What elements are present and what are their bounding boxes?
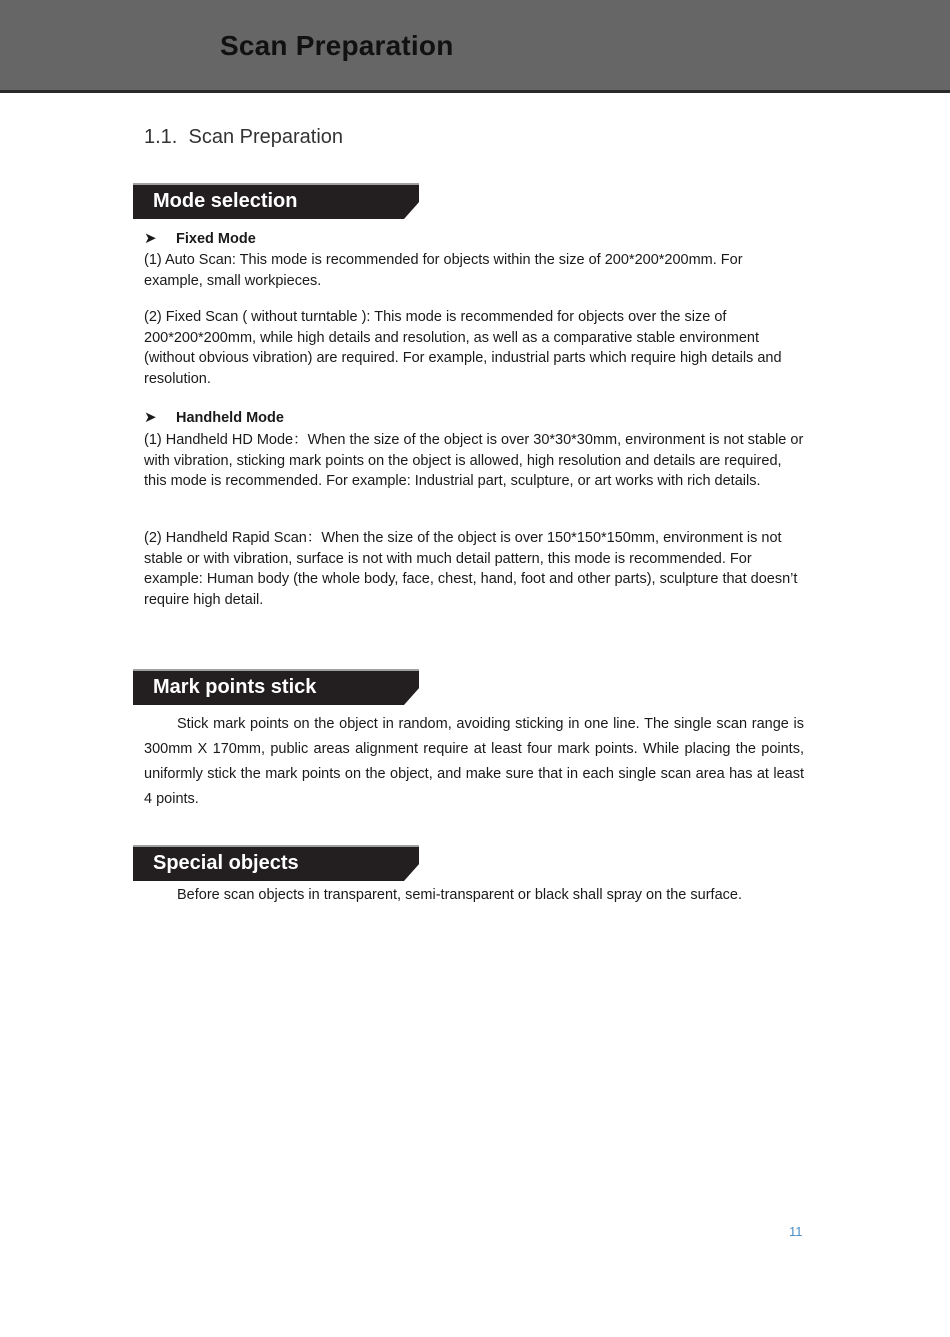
fixed-mode-paragraph-1 xyxy=(144,250,804,291)
paragraph-text: (2) Handheld Rapid Scan：When the size of the object is over 150*150*150mm, environment is not stable or with vibration, surface is not with much detail pattern, this mode is recommended. For example: Human body (the whole body, face, chest, hand, foot and other parts), sculpture that doesn’t require high detail. xyxy=(144,530,798,608)
arrow-bullet-icon: ➤ xyxy=(144,230,157,247)
fixed-mode-paragraph-2 xyxy=(144,307,804,389)
banner-label: Special objects xyxy=(153,852,299,874)
paragraph-text: (1) Handheld HD Mode：When the size of the object is over 30*30*30mm, environment is not stable or with vibration, sticking mark points on the object is allowed, high resolution and details are required, this mode is recommended. For example: Industrial part, sculpture, or art works with rich details. xyxy=(144,432,804,490)
banner-mark-points xyxy=(133,669,419,705)
paragraph-text: Stick mark points on the object in random, avoiding sticking in one line. The single scan range is 300mm X 170mm, public areas alignment require at least four mark points. While placing the points, uniformly stick the mark points on the object, and make sure that in each single scan area has at least 4 points. xyxy=(144,716,804,807)
paragraph-text: Before scan objects in transparent, semi-transparent or black shall spray on the surface. xyxy=(177,887,742,903)
paragraph-text: (2) Fixed Scan ( without turntable ): This mode is recommended for objects over the size of 200*200*200mm, while high details and resolution, as well as a comparative stable environment (without obvious vibration) are required. For example, industrial parts which require high details and resolution. xyxy=(144,309,782,387)
fixed-mode-heading xyxy=(144,229,256,247)
special-objects-paragraph xyxy=(144,885,804,906)
page-number: 11 xyxy=(789,1224,803,1239)
banner-mode-selection xyxy=(133,183,419,219)
arrow-bullet-icon: ➤ xyxy=(144,409,157,426)
handheld-mode-paragraph-1 xyxy=(144,430,804,492)
banner-special-objects xyxy=(133,845,419,881)
handheld-mode-label: Handheld Mode xyxy=(176,410,284,426)
section-number: 1.1. xyxy=(144,126,178,148)
paragraph-text: (1) Auto Scan: This mode is recommended for objects within the size of 200*200*200mm. For example, small workpieces. xyxy=(144,252,743,289)
banner-label: Mark points stick xyxy=(153,676,317,698)
mark-points-paragraph xyxy=(144,712,804,812)
page-header xyxy=(0,0,950,93)
handheld-mode-paragraph-2 xyxy=(144,528,804,610)
handheld-mode-heading xyxy=(144,408,284,426)
section-heading xyxy=(144,126,343,149)
section-title: Scan Preparation xyxy=(188,126,344,148)
page-title: Scan Preparation xyxy=(220,30,454,61)
fixed-mode-label: Fixed Mode xyxy=(176,231,256,247)
banner-label: Mode selection xyxy=(153,190,298,212)
